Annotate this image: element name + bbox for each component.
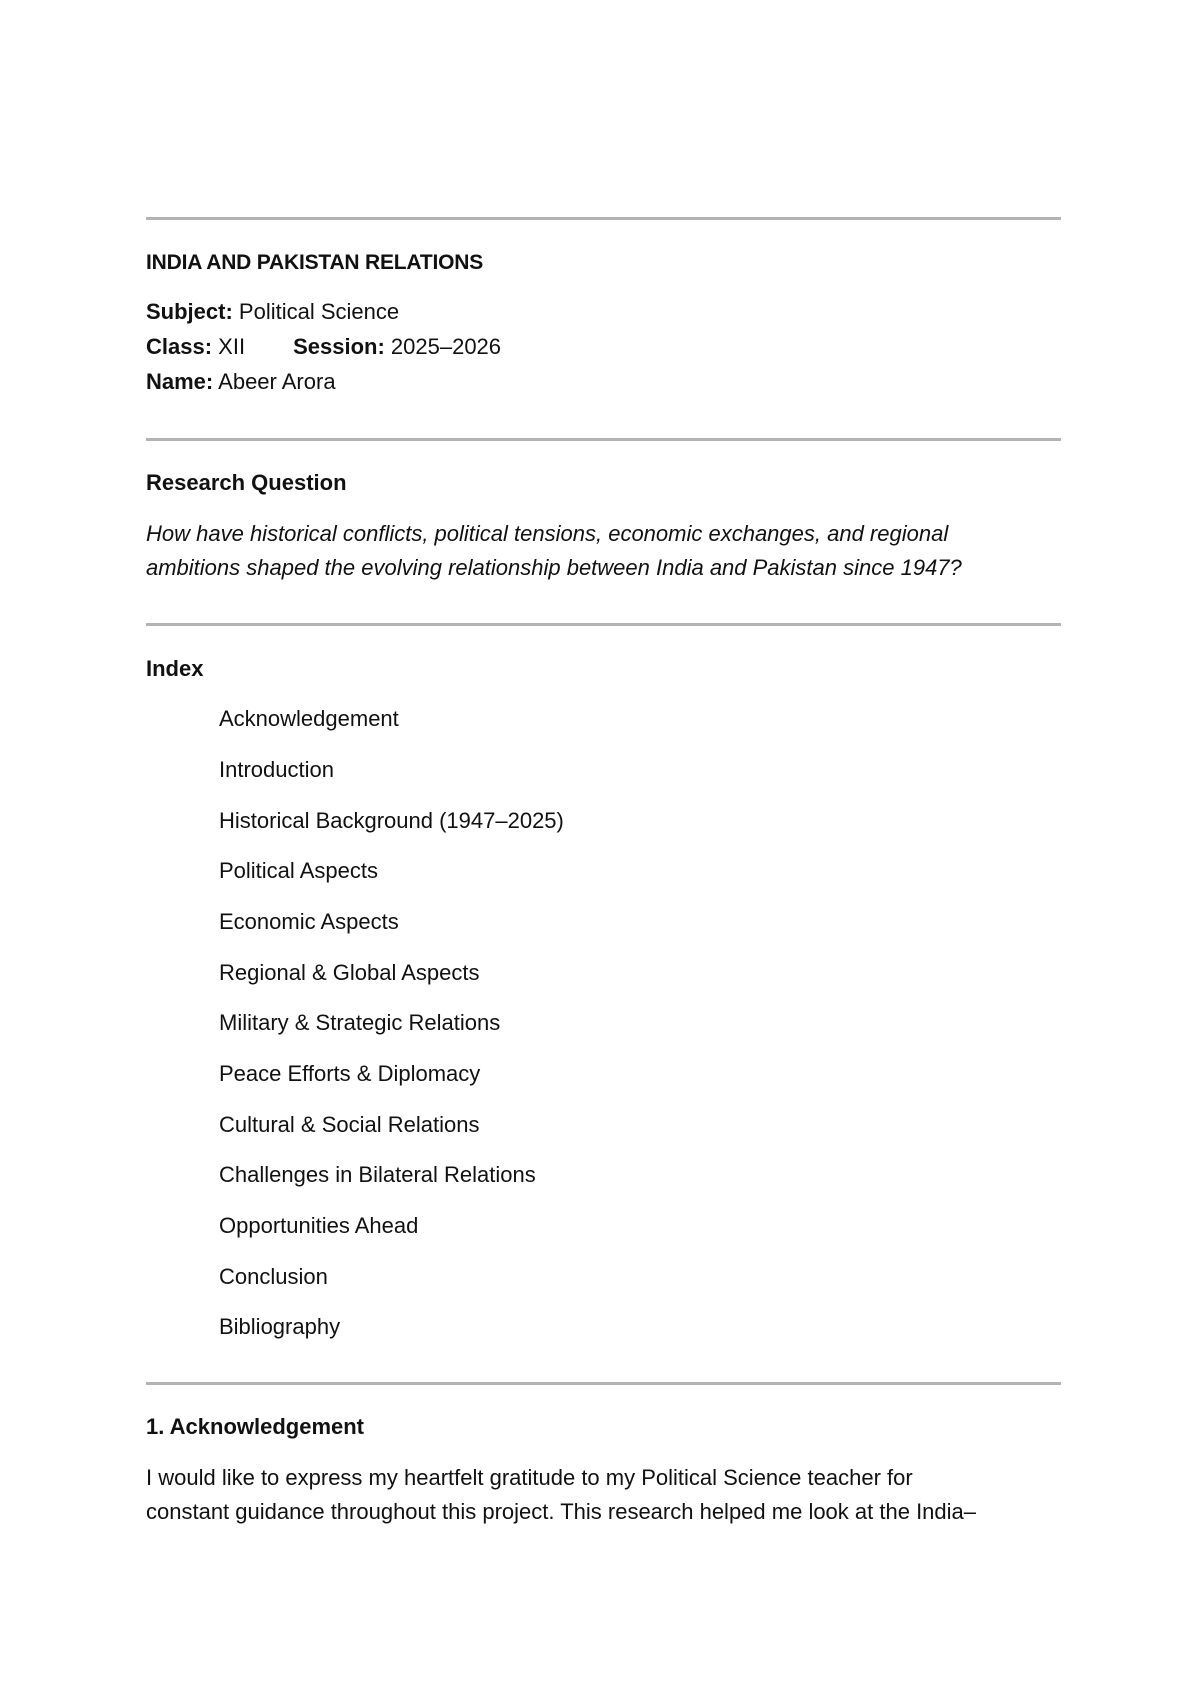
index-label: Regional & Global Aspects	[219, 960, 480, 985]
index-label: Opportunities Ahead	[219, 1213, 419, 1238]
index-label: Military & Strategic Relations	[219, 1010, 501, 1035]
index-label: Introduction	[219, 757, 334, 782]
subject-value: Political Science	[238, 299, 400, 324]
class-session-line	[146, 332, 501, 362]
subject-line	[146, 297, 399, 327]
acknowledgement-line: I would like to express my heartfelt gratitude to my Political Science teacher for	[146, 1465, 913, 1490]
index-label: Political Aspects	[219, 858, 378, 883]
index-item	[0, 1262, 700, 1292]
index-item	[0, 806, 700, 836]
index-item	[0, 1008, 700, 1038]
index-item	[0, 704, 700, 734]
index-label: Cultural & Social Relations	[219, 1112, 480, 1137]
index-item	[0, 1059, 700, 1089]
index-item	[0, 1160, 700, 1190]
index-item	[0, 755, 700, 785]
index-item	[0, 958, 700, 988]
document-title: INDIA AND PAKISTAN RELATIONS	[146, 251, 484, 274]
class-label: Class:	[146, 334, 213, 359]
index-item	[0, 1110, 700, 1140]
index-item	[0, 1312, 700, 1342]
index-label: Challenges in Bilateral Relations	[219, 1162, 536, 1187]
index-item	[0, 856, 700, 886]
research-question-line: ambitions shaped the evolving relationship between India and Pakistan since 1947?	[146, 555, 962, 580]
subject-label: Subject:	[146, 299, 233, 324]
divider	[146, 1382, 1061, 1385]
index-label: Economic Aspects	[219, 909, 399, 934]
index-label: Acknowledgement	[219, 706, 399, 731]
divider	[146, 623, 1061, 626]
name-value: Abeer Arora	[218, 369, 336, 394]
session-value: 2025–2026	[390, 334, 502, 359]
session-label: Session:	[293, 334, 385, 359]
index-heading: Index	[146, 656, 204, 681]
acknowledgement-heading: 1. Acknowledgement	[146, 1414, 365, 1439]
class-value: XII	[218, 334, 246, 359]
divider	[146, 217, 1061, 220]
index-label: Historical Background (1947–2025)	[219, 808, 564, 833]
index-item	[0, 1211, 700, 1241]
name-line	[146, 367, 336, 397]
name-label: Name:	[146, 369, 214, 394]
index-label: Bibliography	[219, 1314, 341, 1339]
research-question-line: How have historical conflicts, political tensions, economic exchanges, and regional	[146, 521, 949, 546]
divider	[146, 438, 1061, 441]
research-question-heading: Research Question	[146, 470, 347, 495]
index-label: Peace Efforts & Diplomacy	[219, 1061, 481, 1086]
acknowledgement-line: constant guidance throughout this project. This research helped me look at the India–	[146, 1499, 977, 1524]
index-item	[0, 907, 700, 937]
index-label: Conclusion	[219, 1264, 328, 1289]
